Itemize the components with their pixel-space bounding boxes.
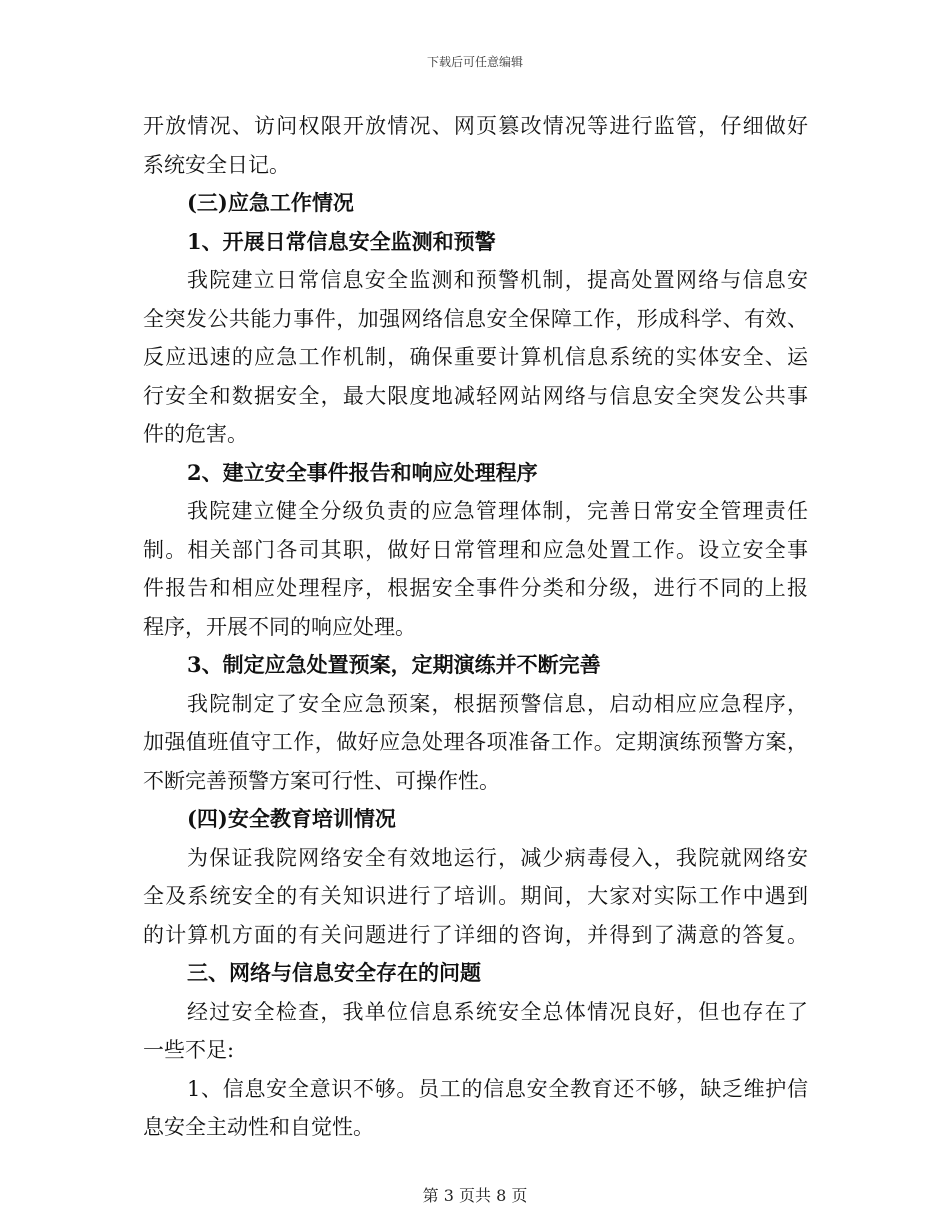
paragraph-line: 反应迅速的应急工作机制，确保重要计算机信息系统的实体安全、运 — [143, 345, 808, 369]
section-heading: (四)安全教育培训情况 — [187, 806, 396, 831]
paragraph-line: 件报告和相应处理程序，根据安全事件分类和分级，进行不同的上报 — [143, 576, 808, 600]
paragraph-line: 全突发公共能力事件，加强网络信息安全保障工作，形成科学、有效、 — [143, 306, 808, 331]
paragraph-line: 加强值班值守工作，做好应急处理各项准备工作。定期演练预警方案， — [143, 730, 808, 754]
document-body — [143, 107, 808, 1147]
paragraph-line: 息安全主动性和自觉性。 — [143, 1115, 374, 1139]
paragraph-line: 制。相关部门各司其职，做好日常管理和应急处置工作。设立安全事 — [143, 537, 808, 562]
section-heading: (三)应急工作情况 — [187, 190, 354, 215]
paragraph-line: 行安全和数据安全，最大限度地减轻网站网络与信息安全突发公共事 — [143, 383, 808, 408]
subsection-heading: 1、开展日常信息安全监测和预警 — [187, 228, 496, 254]
paragraph-line: 系统安全日记。 — [143, 152, 290, 177]
paragraph-line: 不断完善预警方案可行性、可操作性。 — [143, 768, 500, 793]
subsection-heading: 2、建立安全事件报告和响应处理程序 — [187, 459, 538, 485]
paragraph-line: 为保证我院网络安全有效地运行，减少病毒侵入，我院就网络安 — [187, 845, 808, 870]
paragraph-line: 我院制定了安全应急预案，根据预警信息，启动相应应急程序， — [187, 691, 808, 716]
subsection-heading: 3、制定应急处置预案，定期演练并不断完善 — [187, 652, 601, 677]
paragraph-line: 件的危害。 — [143, 422, 248, 446]
paragraph-line: 经过安全检查，我单位信息系统安全总体情况良好，但也存在了 — [187, 999, 808, 1024]
paragraph-line: 一些不足: — [143, 1038, 235, 1062]
paragraph-line: 我院建立健全分级负责的应急管理体制，完善日常安全管理责任 — [187, 499, 808, 523]
paragraph-line: 的计算机方面的有关问题进行了详细的咨询，并得到了满意的答复。 — [143, 922, 808, 947]
page-number: 第 3 页共 8 页 — [422, 1186, 528, 1205]
paragraph-line: 全及系统安全的有关知识进行了培训。期间，大家对实际工作中遇到 — [143, 884, 808, 908]
page-header-note: 下载后可任意编辑 — [426, 55, 523, 69]
paragraph-line: 开放情况、访问权限开放情况、网页篡改情况等进行监管，仔细做好 — [143, 114, 808, 138]
paragraph-line: 1、信息安全意识不够。员工的信息安全教育还不够，缺乏维护信 — [187, 1076, 808, 1101]
section-heading: 三、网络与信息安全存在的问题 — [187, 960, 481, 985]
paragraph-line: 我院建立日常信息安全监测和预警机制，提高处置网络与信息安 — [187, 268, 808, 292]
paragraph-line: 程序，开展不同的响应处理。 — [143, 614, 416, 639]
